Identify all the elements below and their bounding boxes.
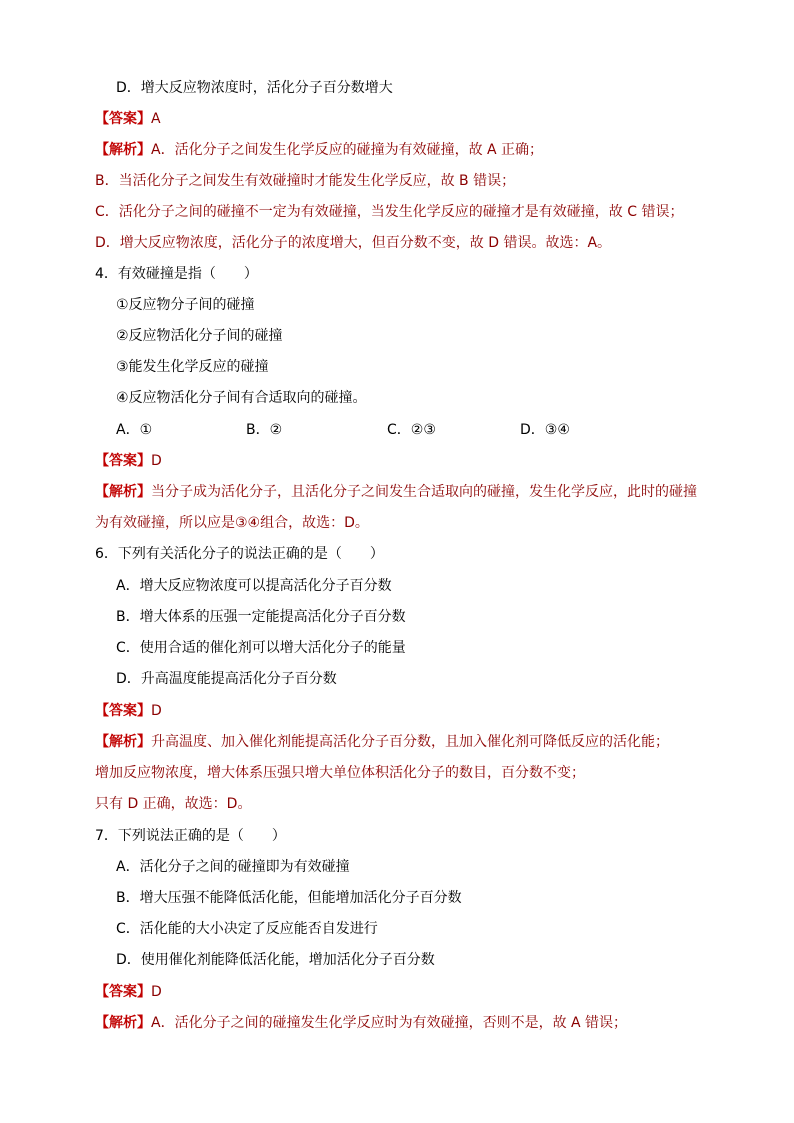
analysis-line: 增加反应物浓度，增大体系压强只增大单位体积活化分子的数目，百分数不变； [95,765,585,781]
question-4-stem: 4．有效碰撞是指（ ） [95,266,258,282]
prev-option-d: D．增大反应物浓度时，活化分子百分数增大 [116,80,393,96]
prev-answer-row [95,109,161,129]
question-4-option-c: C．②③ [387,422,436,438]
answer-label: 【答案】 [95,984,151,1000]
question-4-option-d: D．③④ [520,422,570,438]
analysis-label: 【解析】 [95,142,151,158]
question-7-option-d: D．使用催化剂能降低活化能，增加活化分子百分数 [116,952,435,968]
answer-value: A [151,111,161,127]
answer-label: 【答案】 [95,111,151,127]
answer-value: D [151,703,162,719]
prev-analysis-row [95,140,543,160]
question-4-item: ④反应物活化分子间有合适取向的碰撞。 [116,390,367,406]
analysis-line: 只有 D 正确，故选：D。 [95,796,252,812]
analysis-line: D．增大反应物浓度，活化分子的浓度增大，但百分数不变，故 D 错误。故选：A。 [95,235,612,251]
analysis-line: 升高温度、加入催化剂能提高活化分子百分数，且加入催化剂可降低反应的活化能； [151,734,669,750]
analysis-line: 为有效碰撞，所以应是③④组合，故选：D。 [95,515,369,531]
analysis-label: 【解析】 [95,484,151,500]
question-7-option-a: A．活化分子之间的碰撞即为有效碰撞 [116,859,350,875]
question-4-analysis-row [95,482,697,502]
question-7-option-c: C．活化能的大小决定了反应能否自发进行 [116,921,378,937]
question-6-option-b: B．增大体系的压强一定能提高活化分子百分数 [116,609,406,625]
question-7-analysis-row [95,1013,627,1033]
question-7-answer-row [95,982,162,1002]
analysis-line: B．当活化分子之间发生有效碰撞时才能发生化学反应，故 B 错误； [95,173,516,189]
question-4-item: ①反应物分子间的碰撞 [116,297,255,313]
answer-value: D [151,984,162,1000]
question-4-item: ③能发生化学反应的碰撞 [116,359,269,375]
analysis-label: 【解析】 [95,734,151,750]
answer-label: 【答案】 [95,703,151,719]
analysis-line: A．活化分子之间发生化学反应的碰撞为有效碰撞，故 A 正确； [151,142,544,158]
question-4-answer-row [95,451,162,471]
question-6-answer-row [95,701,162,721]
analysis-line: 当分子成为活化分子，且活化分子之间发生合适取向的碰撞，发生化学反应，此时的碰撞 [151,484,697,500]
analysis-line: A．活化分子之间的碰撞发生化学反应时为有效碰撞，否则不是，故 A 错误； [151,1015,628,1031]
question-6-option-d: D．升高温度能提高活化分子百分数 [116,671,337,687]
question-4-option-b: B．② [246,422,283,438]
analysis-line: C．活化分子之间的碰撞不一定为有效碰撞，当发生化学反应的碰撞才是有效碰撞，故 C 错误； [95,204,684,220]
question-4-option-a: A．① [116,422,153,438]
question-6-option-a: A．增大反应物浓度可以提高活化分子百分数 [116,578,392,594]
question-7-option-b: B．增大压强不能降低活化能，但能增加活化分子百分数 [116,890,462,906]
answer-value: D [151,453,162,469]
question-6-option-c: C．使用合适的催化剂可以增大活化分子的能量 [116,640,406,656]
question-6-stem: 6．下列有关活化分子的说法正确的是（ ） [95,546,384,562]
question-4-item: ②反应物活化分子间的碰撞 [116,328,283,344]
question-7-stem: 7．下列说法正确的是（ ） [95,828,286,844]
answer-label: 【答案】 [95,453,151,469]
analysis-label: 【解析】 [95,1015,151,1031]
question-6-analysis-row [95,732,669,752]
